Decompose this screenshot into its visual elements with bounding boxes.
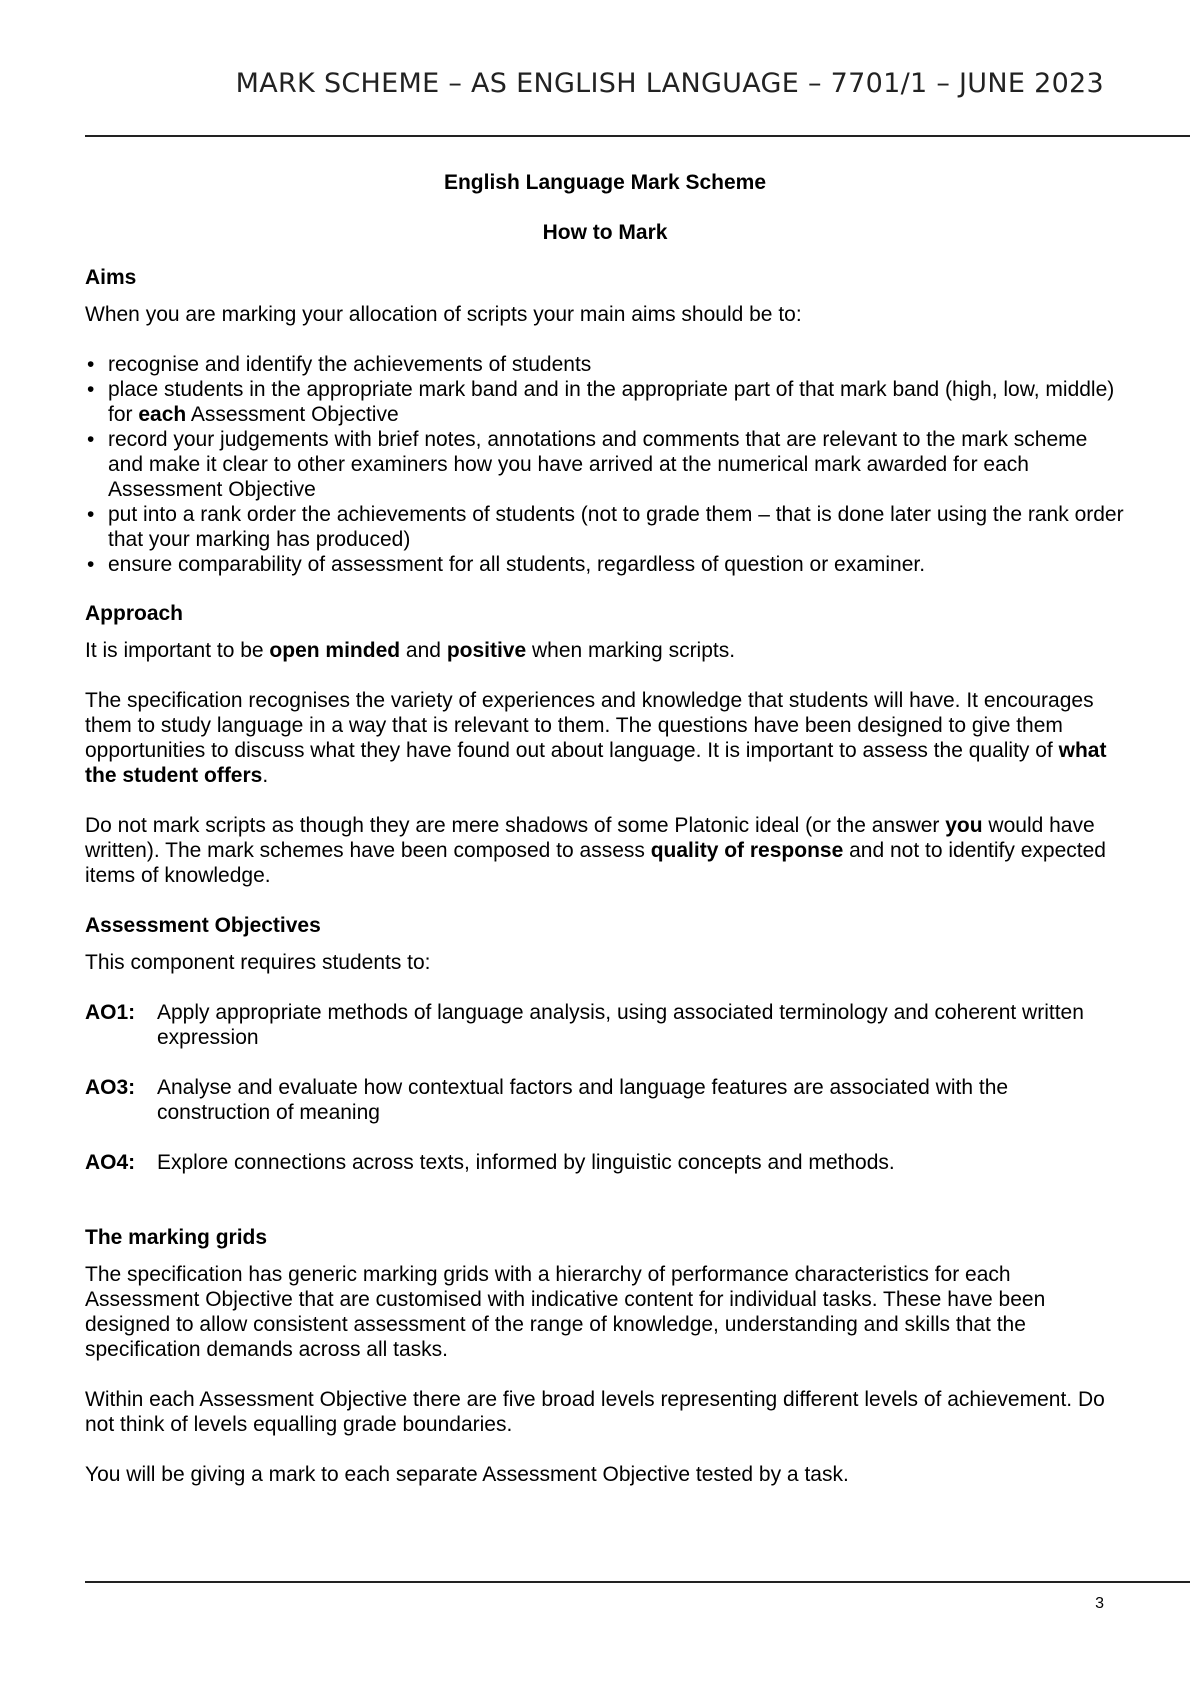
list-item: • put into a rank order the achievements of students (not to grade them – that is done later using the rank order that your marking has produced) (87, 503, 1124, 551)
bullet-icon: • (87, 553, 95, 576)
bullet-icon: • (87, 353, 95, 376)
page-title: English Language Mark Scheme (443, 171, 767, 194)
approach-paragraph-1: It is important to be open minded and positive when marking scripts. (85, 639, 736, 662)
aims-list (85, 352, 1125, 577)
grids-paragraph-3: You will be giving a mark to each separate Assessment Objective tested by a task. (85, 1463, 849, 1486)
section-heading-grids: The marking grids (85, 1226, 268, 1249)
grids-paragraph-2: Within each Assessment Objective there are five broad levels representing different levels of achievement. Do not think of levels equalling grade boundaries. (85, 1388, 1105, 1436)
page-content (85, 170, 1125, 1512)
objective-ao3: AO3: Analyse and evaluate how contextual factors and language features are associated with the construction of meaning (85, 1076, 1009, 1124)
objective-ao4: AO4: Explore connections across texts, informed by linguistic concepts and methods. (85, 1151, 895, 1174)
objective-ao1: AO1: Apply appropriate methods of language analysis, using associated terminology and coherent written expression (85, 1001, 1084, 1049)
bullet-icon: • (87, 428, 95, 451)
footer-rule (85, 1581, 1190, 1583)
document-header-title: MARK SCHEME – AS ENGLISH LANGUAGE – 7701/1 – JUNE 2023 (235, 68, 1104, 99)
bullet-icon: • (87, 503, 95, 526)
list-item: • ensure comparability of assessment for all students, regardless of question or examiner. (87, 553, 926, 576)
section-heading-approach: Approach (85, 602, 184, 625)
aims-intro: When you are marking your allocation of scripts your main aims should be to: (85, 303, 802, 326)
approach-paragraph-3: Do not mark scripts as though they are mere shadows of some Platonic ideal (or the answer you would have written). The mark schemes have been composed to assess quality of response and not to identify expected items of knowledge. (85, 814, 1106, 887)
page-number: 3 (1095, 1595, 1104, 1612)
section-heading-aims: Aims (85, 266, 137, 289)
approach-paragraph-2: The specification recognises the variety of experiences and knowledge that students will have. It encourages them to study language in a way that is relevant to them. The questions have been designed to give them opportunities to discuss what they have found out about language. It is important to assess the quality of what the student offers. (85, 689, 1107, 787)
section-heading-objectives: Assessment Objectives (85, 914, 321, 937)
list-item: • record your judgements with brief notes, annotations and comments that are relevant to the mark scheme and make it clear to other examiners how you have arrived at the numerical mark awarded for each Assessment Objective (87, 428, 1088, 501)
header-rule (85, 135, 1190, 137)
page-subtitle: How to Mark (542, 221, 668, 244)
list-item: • place students in the appropriate mark band and in the appropriate part of that mark band (high, low, middle) for each Assessment Objective (87, 378, 1115, 426)
list-item: • recognise and identify the achievements of students (87, 353, 592, 376)
bullet-icon: • (87, 378, 95, 401)
grids-paragraph-1: The specification has generic marking grids with a hierarchy of performance characteristics for each Assessment Objective that are customised with indicative content for individual tasks. These have been designed to allow consistent assessment of the range of knowledge, understanding and skills that the specification demands across all tasks. (85, 1263, 1046, 1361)
objectives-intro: This component requires students to: (85, 951, 431, 974)
